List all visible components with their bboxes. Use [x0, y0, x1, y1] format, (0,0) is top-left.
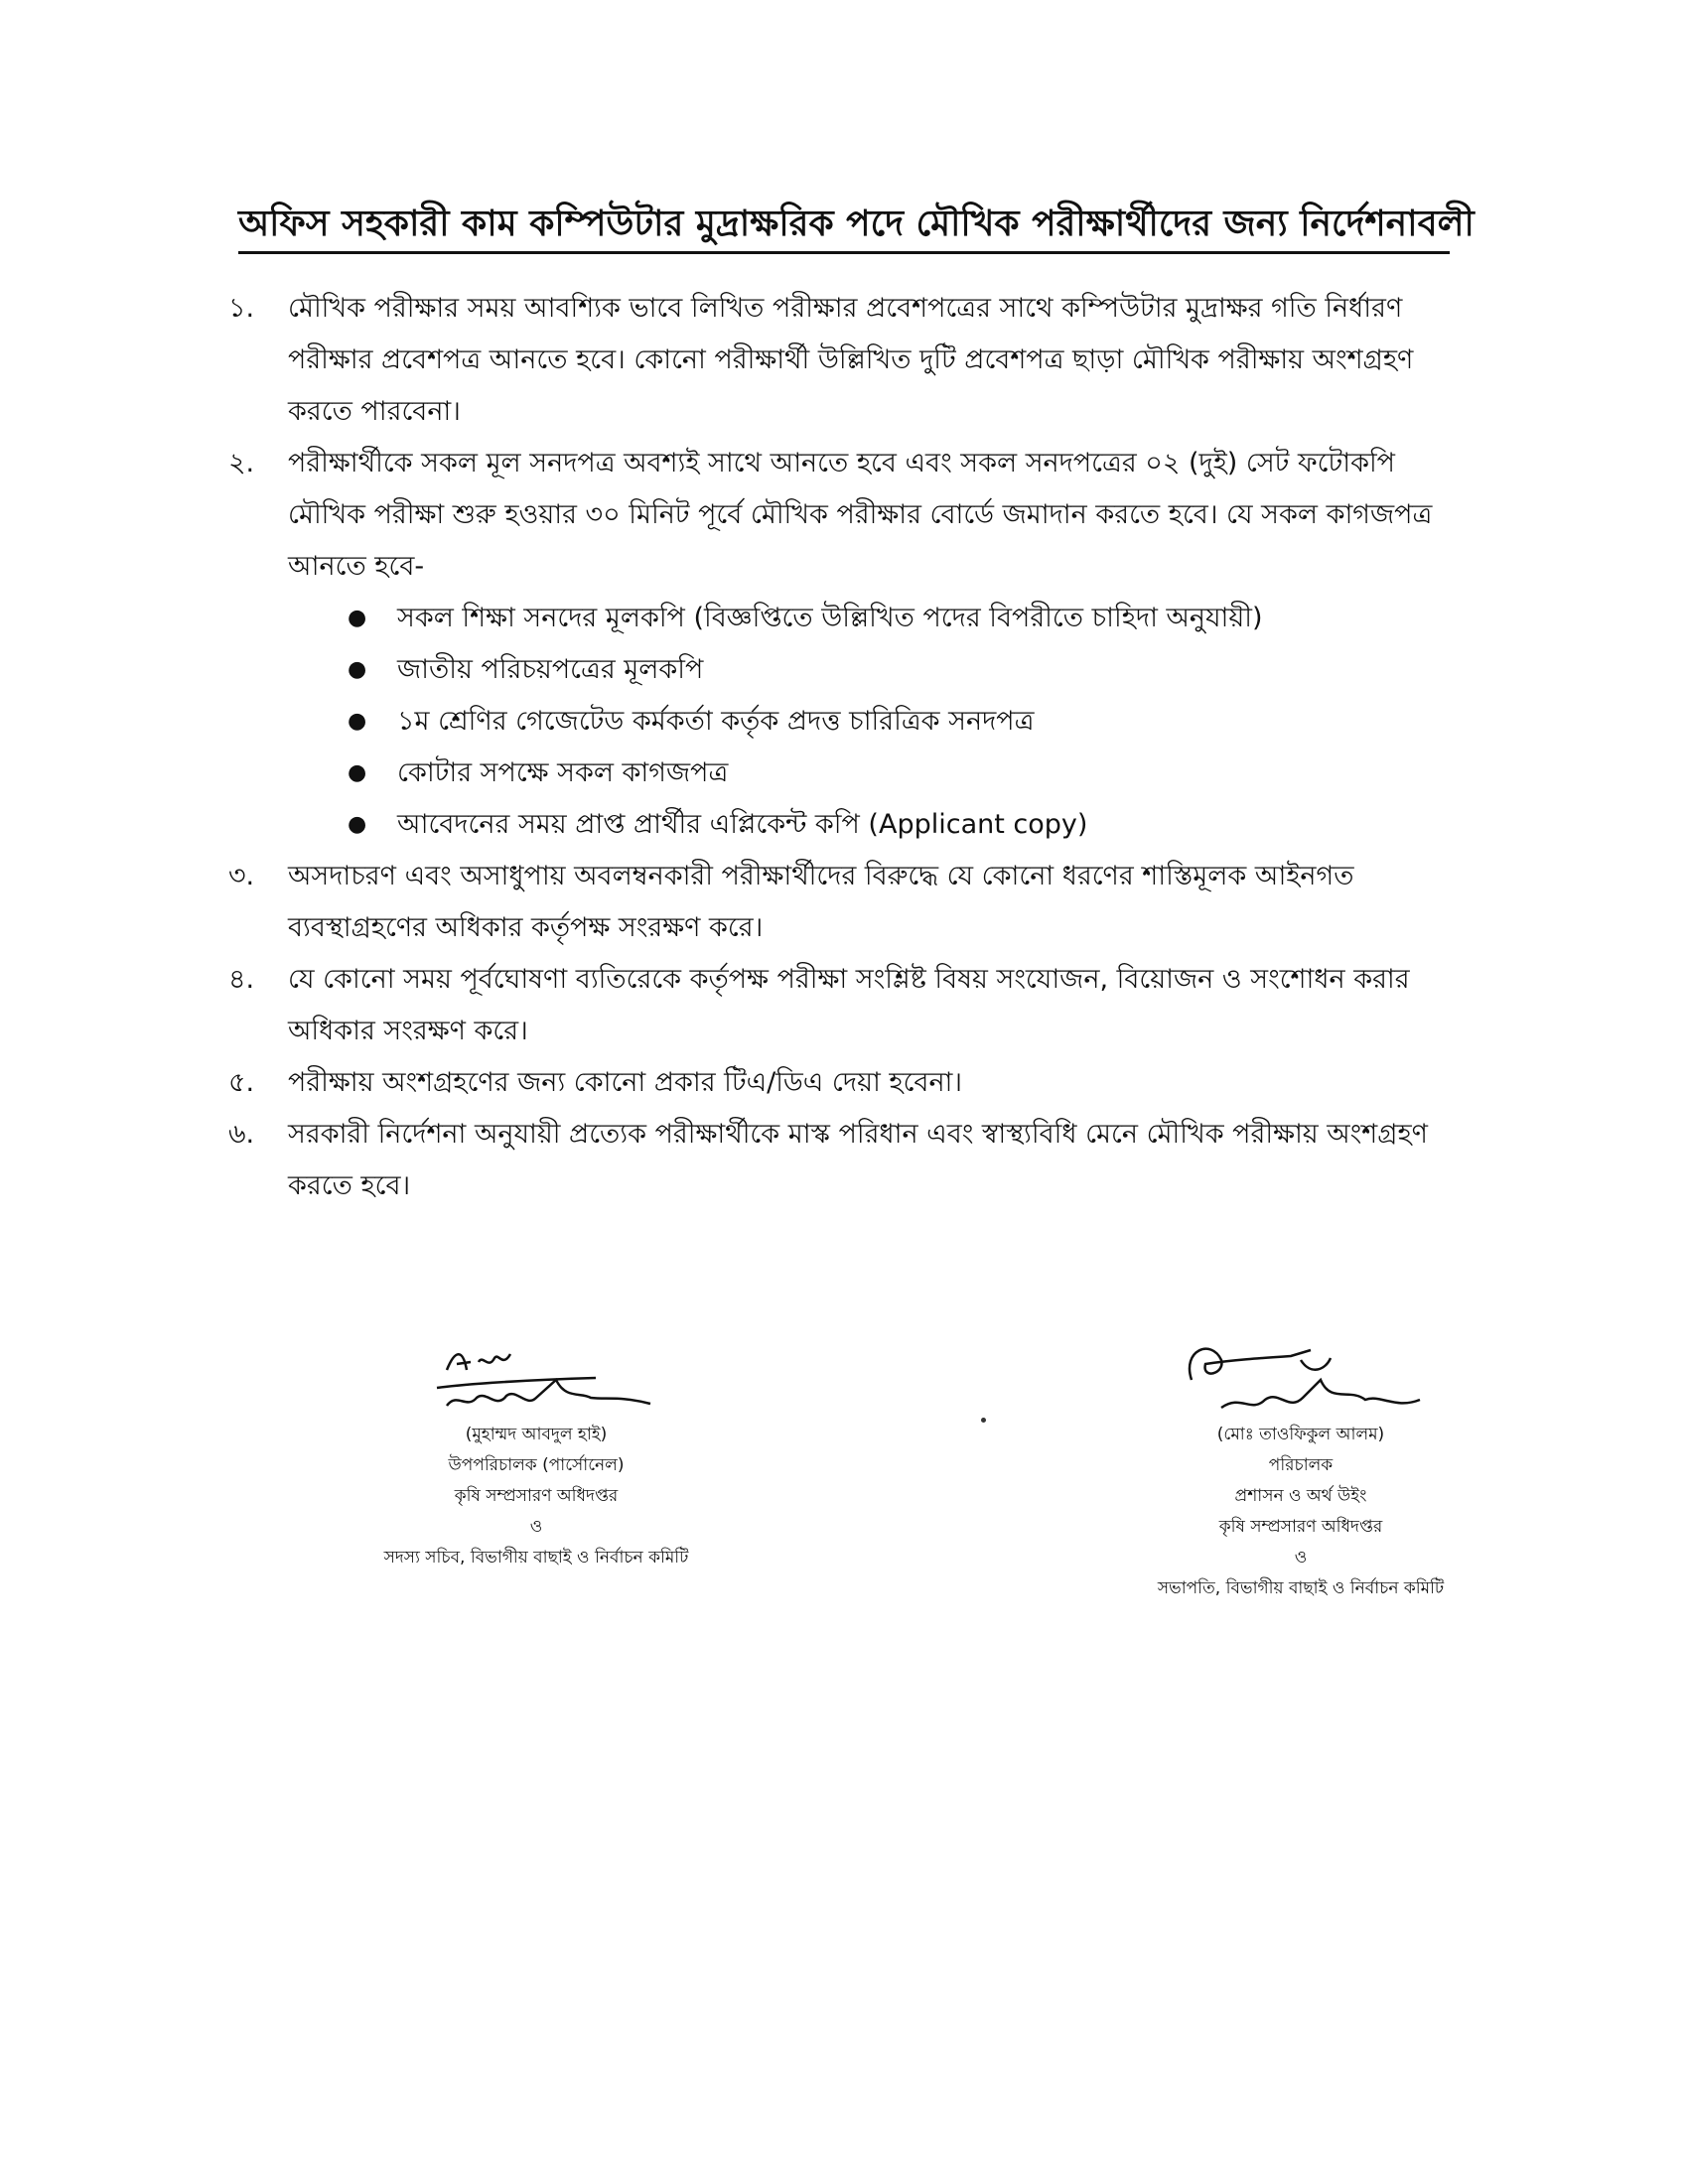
item-text: অসদাচরণ এবং অসাধুপায় অবলম্বনকারী পরীক্ষার্থীদের বিরুদ্ধে যে কোনো ধরণের শাস্তিমূলক আইনগত ব্যবস্থাগ্রহণের অধিকার কর্তৃপক্ষ সংরক্ষণ করে।	[288, 861, 1354, 943]
item-number: ৩.	[228, 861, 255, 891]
list-item	[348, 696, 1470, 748]
list-item-text: কোটার সপক্ষে সকল কাগজপত্র	[397, 757, 729, 788]
signatory-role: সদস্য সচিব, বিভাগীয় বাছাই ও নির্বাচন কমিটি	[383, 1548, 689, 1568]
signatory-office: কৃষি সম্প্রসারণ অধিদপ্তর	[1218, 1517, 1383, 1537]
signatory-conjunction: ও	[1294, 1548, 1308, 1568]
handwritten-signature-icon	[407, 1340, 665, 1420]
signature-block-right	[1112, 1330, 1489, 1604]
list-item-text: সকল শিক্ষা সনদের মূলকপি (বিজ্ঞপ্তিতে উল্লিখিত পদের বিপরীতে চাহিদা অনুযায়ী)	[397, 603, 1263, 633]
list-item-text: আবেদনের সময় প্রাপ্ত প্রার্থীর এপ্লিকেন্ট কপি (Applicant copy)	[397, 809, 1088, 840]
item-number: ৫.	[228, 1067, 255, 1098]
item-number: ২.	[228, 448, 255, 478]
signatory-wing: প্রশাসন ও অর্থ উইং	[1234, 1486, 1367, 1506]
list-item	[348, 593, 1470, 644]
signatory-conjunction: ও	[529, 1517, 543, 1537]
bullet-icon: ●	[348, 709, 367, 734]
item-text: পরীক্ষার্থীকে সকল মূল সনদপত্র অবশ্যই সাথে আনতে হবে এবং সকল সনদপত্রের ০২ (দুই) সেট ফটোকপি মৌখিক পরীক্ষা শুরু হওয়ার ৩০ মিনিট পূর্বে মৌখিক পরীক্ষার বোর্ডে জমাদান করতে হবে। যে সকল কাগজপত্র আনতে হবে-	[288, 448, 1433, 582]
bullet-icon: ●	[348, 812, 367, 837]
document-title: অফিস সহকারী কাম কম্পিউটার মুদ্রাক্ষরিক পদে মৌখিক পরীক্ষার্থীদের জন্য নির্দেশনাবলী	[238, 203, 1450, 254]
item-number: ৬.	[228, 1119, 255, 1150]
instruction-item-4	[228, 954, 1470, 1057]
list-item	[348, 748, 1470, 799]
signatory-name: (মুহাম্মদ আবদুল হাই)	[465, 1425, 608, 1444]
instruction-item-2	[228, 438, 1470, 593]
list-item	[348, 799, 1470, 851]
item-number: ১.	[228, 293, 255, 324]
item-text: পরীক্ষায় অংশগ্রহণের জন্য কোনো প্রকার টিএ/ডিএ দেয়া হবেনা।	[288, 1067, 963, 1098]
item-text: সরকারী নির্দেশনা অনুযায়ী প্রত্যেক পরীক্ষার্থীকে মাস্ক পরিধান এবং স্বাস্থ্যবিধি মেনে মৌখিক পরীক্ষায় অংশগ্রহণ করতে হবে।	[288, 1119, 1428, 1201]
bullet-icon: ●	[348, 760, 367, 785]
instruction-item-3	[228, 851, 1470, 954]
list-item-text: ১ম শ্রেণির গেজেটেড কর্মকর্তা কর্তৃক প্রদত্ত চারিত্রিক সনদপত্র	[397, 706, 1035, 737]
signatory-designation: পরিচালক	[1268, 1455, 1334, 1475]
signatory-role: সভাপতি, বিভাগীয় বাছাই ও নির্বাচন কমিটি	[1157, 1578, 1445, 1598]
handwritten-signature-icon	[1162, 1330, 1440, 1420]
item-number: ৪.	[228, 964, 255, 995]
required-documents-list	[228, 593, 1470, 851]
item-text: যে কোনো সময় পূর্বঘোষণা ব্যতিরেকে কর্তৃপক্ষ পরীক্ষা সংশ্লিষ্ট বিষয় সংযোজন, বিয়োজন ও সংশোধন করার অধিকার সংরক্ষণ করে।	[288, 964, 1410, 1046]
instructions-list	[228, 283, 1470, 1212]
signature-block-left	[348, 1340, 725, 1573]
signatory-designation: উপপরিচালক (পার্সোনেল)	[448, 1455, 625, 1475]
instruction-item-1	[228, 283, 1470, 438]
item-text: মৌখিক পরীক্ষার সময় আবশ্যিক ভাবে লিখিত পরীক্ষার প্রবেশপত্রের সাথে কম্পিউটার মুদ্রাক্ষর গতি নির্ধারণ পরীক্ষার প্রবেশপত্র আনতে হবে। কোনো পরীক্ষার্থী উল্লিখিত দুটি প্রবেশপত্র ছাড়া মৌখিক পরীক্ষায় অংশগ্রহণ করতে পারবেনা।	[288, 293, 1414, 427]
list-item	[348, 644, 1470, 696]
bullet-icon: ●	[348, 657, 367, 682]
instruction-item-6	[228, 1109, 1470, 1212]
scan-speck	[981, 1418, 986, 1423]
signatory-name: (মোঃ তাওফিকুল আলম)	[1216, 1425, 1385, 1444]
signatory-office: কৃষি সম্প্রসারণ অধিদপ্তর	[454, 1486, 619, 1506]
list-item-text: জাতীয় পরিচয়পত্রের মূলকপি	[397, 654, 704, 685]
instruction-item-5	[228, 1057, 1470, 1109]
bullet-icon: ●	[348, 606, 367, 630]
